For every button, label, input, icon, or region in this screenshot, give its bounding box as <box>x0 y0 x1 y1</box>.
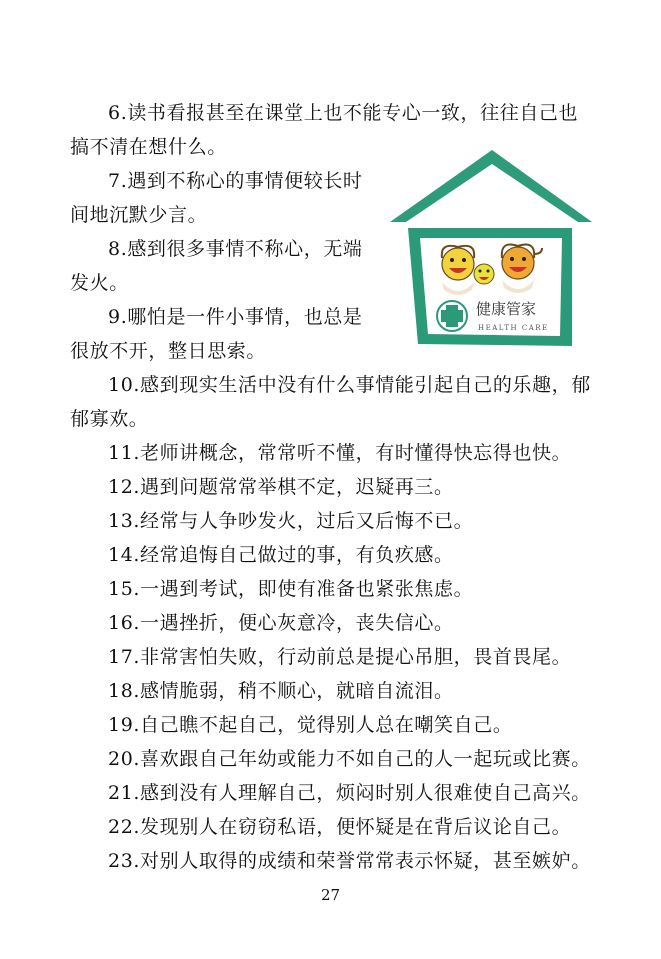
list-item: 10.感到现实生活中没有什么事情能引起自己的乐趣，郁郁寡欢。 <box>70 374 591 430</box>
health-care-logo <box>388 150 594 356</box>
list-item: 16.一遇挫折，便心灰意冷，丧失信心。 <box>108 612 454 634</box>
list-item: 23.对别人取得的成绩和荣誉常常表示怀疑，甚至嫉妒。 <box>108 850 591 872</box>
list-item: 7.遇到不称心的事情便较长时间地沉默少言。 <box>70 170 363 226</box>
list-item: 20.喜欢跟自己年幼或能力不如自己的人一起玩或比赛。 <box>108 748 591 770</box>
list-item: 13.经常与人争吵发火，过后又后悔不已。 <box>108 510 474 532</box>
list-item: 17.非常害怕失败，行动前总是提心吊胆，畏首畏尾。 <box>108 646 572 668</box>
list-item: 21.感到没有人理解自己，烦闷时别人很难使自己高兴。 <box>108 782 591 804</box>
logo-subtitle: HEALTH CARE <box>478 324 549 332</box>
list-item: 19.自己瞧不起自己，觉得别人总在嘲笑自己。 <box>108 714 513 736</box>
house-family-icon <box>388 150 594 356</box>
list-item: 12.遇到问题常常举棋不定，迟疑再三。 <box>108 476 454 498</box>
list-item: 8.感到很多事情不称心，无端发火。 <box>70 238 363 294</box>
list-item: 18.感情脆弱，稍不顺心，就暗自流泪。 <box>108 680 454 702</box>
list-item: 15.一遇到考试，即使有准备也紧张焦虑。 <box>108 578 474 600</box>
list-item: 22.发现别人在窃窃私语，便怀疑是在背后议论自己。 <box>108 816 572 838</box>
roof-shape <box>390 150 592 222</box>
medical-cross-icon <box>437 301 467 331</box>
list-item: 11.老师讲概念，常常听不懂，有时懂得快忘得也快。 <box>108 442 572 464</box>
face-child-icon <box>474 264 494 284</box>
list-item: 9.哪怕是一件小事情，也总是很放不开，整日思索。 <box>70 306 363 362</box>
page-number: 27 <box>320 886 341 904</box>
logo-title: 健康管家 <box>476 300 537 318</box>
list-item: 14.经常追悔自己做过的事，有负疚感。 <box>108 544 454 566</box>
list-item: 6.读书看报甚至在课堂上也不能专心一致，往往自己也搞不清在想什么。 <box>70 102 579 158</box>
